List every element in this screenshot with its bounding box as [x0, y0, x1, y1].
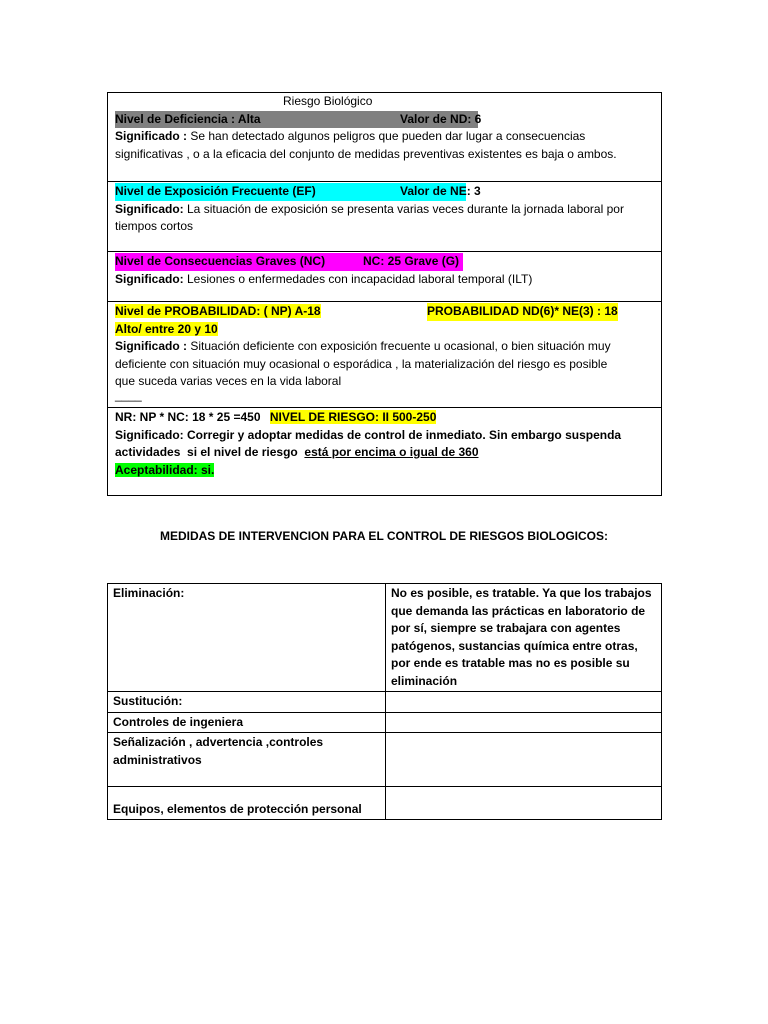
exposure-label: Nivel de Exposición Frecuente (EF)	[115, 184, 316, 198]
consequence-section	[108, 251, 661, 301]
exposure-value: Valor de NE: 3	[400, 184, 481, 198]
table-row	[108, 733, 662, 787]
measure-value	[386, 733, 662, 787]
measure-label: Señalización , advertencia ,controles administrativos	[108, 733, 386, 787]
probability-range: Alto/ entre 20 y 10	[115, 321, 218, 336]
risk-meaning-line: Significado: Corregir y adoptar medidas de control de inmediato. Sin embargo suspenda	[115, 427, 622, 442]
card-title: Riesgo Biológico	[283, 94, 373, 108]
table-row	[108, 712, 662, 733]
deficiency-meaning-label: Significado :	[115, 129, 187, 143]
risk-formula: NR: NP * NC: 18 * 25 =450	[115, 410, 261, 424]
measure-value	[386, 712, 662, 733]
probability-label: Nivel de PROBABILIDAD: ( NP) A-18	[115, 304, 321, 318]
measure-label: Sustitución:	[108, 692, 386, 713]
deficiency-meaning-line: Se han detectado algunos peligros que pueden dar lugar a consecuencias	[187, 129, 586, 143]
consequence-meaning-line: Lesiones o enfermedades con incapacidad laboral temporal (ILT)	[183, 271, 533, 286]
table-row	[108, 692, 662, 713]
measure-value	[386, 692, 662, 713]
measure-value: No es posible, es tratable. Ya que los trabajos que demanda las prácticas en laboratorio de por sí, siempre se trabajara con agentes patógenos, sustancias química entre otras, por ende es tratable mas no es posible su eliminación	[386, 584, 662, 692]
risk-meaning-prefix: actividades si el nivel de riesgo	[115, 445, 305, 459]
measure-label: Controles de ingeniera	[108, 712, 386, 733]
probability-meaning-line: que suceda varias veces en la vida laboral	[115, 374, 342, 388]
measures-table	[107, 583, 662, 820]
risk-level-section	[108, 407, 661, 495]
probability-section	[108, 301, 661, 407]
exposure-meaning-line: La situación de exposición se presenta varias veces durante la jornada laboral por	[183, 201, 624, 216]
probability-meaning-line: deficiente con situación muy ocasional o esporádica , la materialización del riesgo es posible	[115, 356, 608, 371]
measure-label: Equipos, elementos de protección personal	[108, 787, 386, 820]
exposure-meaning-line: tiempos cortos	[115, 219, 194, 233]
consequence-meaning-label: Significado:	[115, 271, 184, 286]
acceptability-badge: Aceptabilidad: si.	[115, 462, 215, 477]
risk-assessment-card	[107, 92, 662, 496]
measure-label: Eliminación:	[108, 584, 386, 692]
measure-value	[386, 787, 662, 820]
deficiency-label: Nivel de Deficiencia : Alta	[115, 111, 261, 126]
probability-meaning-line: Situación deficiente con exposición frecuente u ocasional, o bien situación muy	[187, 339, 611, 353]
table-row	[108, 584, 662, 692]
risk-level-badge: NIVEL DE RIESGO: II 500-250	[269, 410, 437, 424]
deficiency-value: Valor de ND: 6	[400, 111, 482, 126]
probability-trailing-mark: ____	[115, 387, 142, 402]
measures-heading: MEDIDAS DE INTERVENCION PARA EL CONTROL DE RIESGOS BIOLOGICOS:	[159, 529, 609, 543]
exposure-section	[108, 181, 661, 251]
probability-meaning-label: Significado :	[115, 339, 187, 353]
consequence-label: Nivel de Consecuencias Graves (NC)	[115, 254, 326, 268]
risk-threshold: está por encima o igual de 360	[304, 445, 479, 459]
deficiency-section	[108, 93, 661, 181]
probability-value: PROBABILIDAD ND(6)* NE(3) : 18	[427, 303, 618, 321]
deficiency-meaning-line: significativas , o a la eficacia del conjunto de medidas preventivas existentes es baja o ambos.	[115, 146, 617, 161]
table-row	[108, 787, 662, 820]
consequence-value: NC: 25 Grave (G)	[363, 254, 460, 268]
exposure-meaning-label: Significado:	[115, 201, 184, 216]
